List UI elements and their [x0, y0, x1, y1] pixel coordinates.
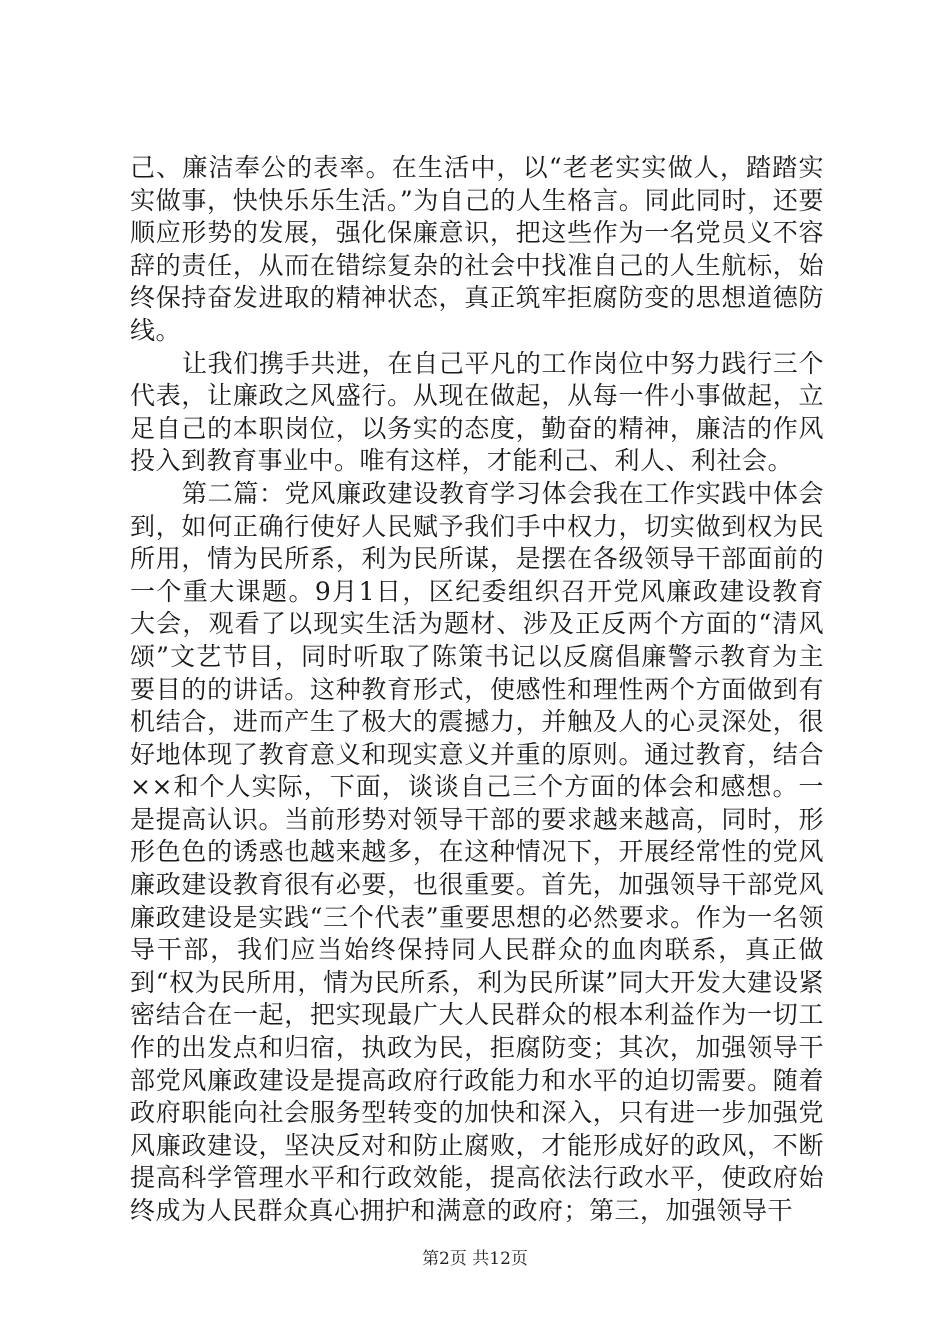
document-body: [130, 152, 824, 1228]
paragraph-second-article: 第二篇：党风廉政建设教育学习体会我在工作实践中体会到，如何正确行使好人民赋予我们手中权力，切实做到权为民所用，情为民所系，利为民所谋，是摆在各级领导干部面前的一个重大课题。9月1日，区纪委组织召开党风廉政建设教育大会，观看了以现实生活为题材、涉及正反两个方面的“清风颂”文艺节目，同时听取了陈策书记以反腐倡廉警示教育为主要目的的讲话。这种教育形式，使感性和理性两个方面做到有机结合，进而产生了极大的震撼力，并触及人的心灵深处，很好地体现了教育意义和现实意义并重的原则。通过教育，结合××和个人实际，下面，谈谈自己三个方面的体会和感想。一是提高认识。当前形势对领导干部的要求越来越高，同时，形形色色的诱惑也越来越多，在这种情况下，开展经常性的党风廉政建设教育很有必要，也很重要。首先，加强领导干部党风廉政建设是实践“三个代表”重要思想的必然要求。作为一名领导干部，我们应当始终保持同人民群众的血肉联系，真正做到“权为民所用，情为民所系，利为民所谋”同大开发大建设紧密结合在一起，把实现最广大人民群众的根本利益作为一切工作的出发点和归宿，执政为民，拒腐防变；其次，加强领导干部党风廉政建设是提高政府行政能力和水平的迫切需要。随着政府职能向社会服务型转变的加快和深入，只有进一步加强党风廉政建设，坚决反对和防止腐败，才能形成好的政风，不断提高科学管理水平和行政效能，提高依法行政水平，使政府始终成为人民群众真心拥护和满意的政府；第三，加强领导干: [130, 478, 824, 1225]
paragraph-call-to-action: 让我们携手共进，在自己平凡的工作岗位中努力践行三个代表，让廉政之风盛行。从现在做起，从每一件小事做起，立足自己的本职岗位，以务实的态度，勤奋的精神，廉洁的作风投入到教育事业中。唯有这样，才能利己、利人、利社会。: [130, 348, 824, 476]
paragraph-continuation: 己、廉洁奉公的表率。在生活中，以“老老实实做人，踏踏实实做事，快快乐乐生活。”为自己的人生格言。同此同时，还要顺应形势的发展，强化保廉意识，把这些作为一名党员义不容辞的责任，从而在错综复杂的社会中找准自己的人生航标，始终保持奋发进取的精神状态，真正筑牢拒腐防变的思想道德防线。: [130, 153, 824, 345]
page-number-footer: 第2页 共12页: [422, 1249, 528, 1269]
